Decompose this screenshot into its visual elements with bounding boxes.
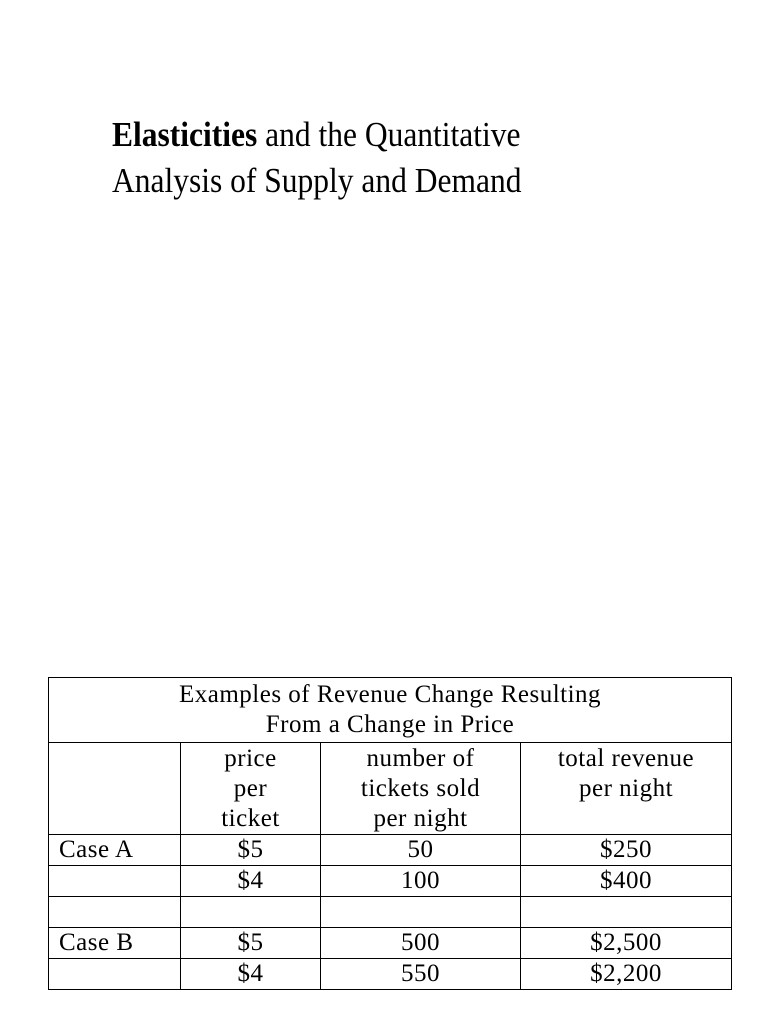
table-row xyxy=(49,959,732,990)
header-tickets-line: number of xyxy=(366,745,475,772)
tickets-cell: 500 xyxy=(321,928,521,959)
price-cell xyxy=(181,897,321,928)
row-label-cell xyxy=(49,959,181,990)
header-revenue-cell xyxy=(521,743,732,835)
revenue-change-table xyxy=(48,677,732,990)
caption-line-1: Examples of Revenue Change Resulting xyxy=(178,681,602,708)
row-label-cell xyxy=(49,866,181,897)
tickets-cell xyxy=(321,897,521,928)
header-tickets-line: per night xyxy=(373,805,468,832)
header-label-cell xyxy=(49,743,181,835)
header-price-cell xyxy=(181,743,321,835)
table-row xyxy=(49,928,732,959)
revenue-cell: $2,200 xyxy=(521,959,732,990)
header-revenue-line: total revenue xyxy=(557,745,695,772)
title-emphasis: Elasticities xyxy=(112,115,258,154)
header-price-line: per xyxy=(233,775,268,802)
revenue-cell: $400 xyxy=(521,866,732,897)
header-price-line: ticket xyxy=(221,805,280,832)
revenue-cell xyxy=(521,897,732,928)
revenue-cell: $250 xyxy=(521,835,732,866)
title-line-1 xyxy=(112,112,616,158)
header-tickets-line: tickets sold xyxy=(360,775,481,802)
title-rest: and the Quantitative xyxy=(257,115,521,154)
tickets-cell: 50 xyxy=(321,835,521,866)
slide-title xyxy=(112,112,616,204)
title-line-2: Analysis of Supply and Demand xyxy=(112,161,522,200)
table-row-spacer xyxy=(49,897,732,928)
price-cell: $4 xyxy=(181,866,321,897)
row-label-cell: Case A xyxy=(49,835,181,866)
header-price-line: price xyxy=(224,745,277,772)
table-row xyxy=(49,835,732,866)
table-header-row xyxy=(49,743,732,835)
table-caption xyxy=(49,678,732,743)
tickets-cell: 100 xyxy=(321,866,521,897)
tickets-cell: 550 xyxy=(321,959,521,990)
price-cell: $5 xyxy=(181,928,321,959)
caption-line-2: From a Change in Price xyxy=(265,711,515,738)
price-cell: $4 xyxy=(181,959,321,990)
header-tickets-cell xyxy=(321,743,521,835)
row-label-cell xyxy=(49,897,181,928)
revenue-cell: $2,500 xyxy=(521,928,732,959)
price-cell: $5 xyxy=(181,835,321,866)
table-caption-row xyxy=(49,678,732,743)
table-row xyxy=(49,866,732,897)
row-label-cell: Case B xyxy=(49,928,181,959)
header-revenue-line: per night xyxy=(578,775,674,802)
